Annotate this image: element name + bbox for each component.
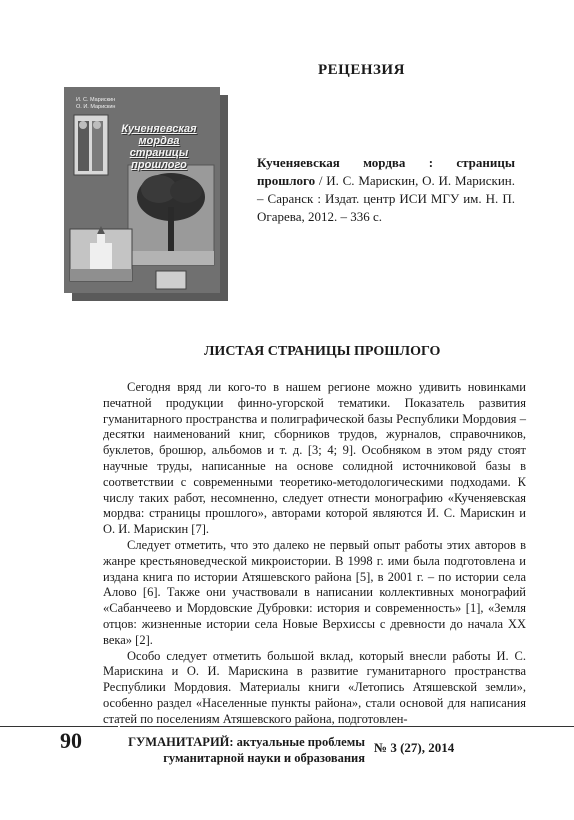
paragraph: Следует отметить, что это далеко не первый опыт работы этих авторов в жанре крестьяноведческой микроистории. В 1998 г. ими была подготовлена и издана книга по истории Атяшевского района [5], в 2001 г. – по истории села Алово [6]. Также они участвовали в написании коллективных монографий «Сабанчеево и Мордовские Дубровки: история и современность» [1], «Земля отцов: жизненные истории села Новые Верхиссы с древности до начала XX века» [2].: [103, 537, 526, 647]
cover-author-1: И. С. Марискин: [76, 97, 116, 103]
cover-title-line-3: страницы: [129, 147, 189, 159]
book-cover-image: [64, 87, 220, 293]
section-title: РЕЦЕНЗИЯ: [318, 62, 405, 78]
cover-author-2: О. И. Марискин: [76, 104, 116, 110]
cover-title: [104, 123, 214, 171]
citation-details: / И. С. Марискин, О. И. Марискин. – Саранск : Издат. центр ИСИ МГУ им. Н. П. Огарева, 2012. – 336 с.: [257, 173, 515, 224]
footer-divider: [120, 726, 574, 727]
journal-name-line-2: гуманитарной науки и образования: [163, 751, 365, 765]
page-number: 90: [60, 728, 82, 753]
cover-title-line-4: прошлого: [131, 159, 187, 171]
article-title: ЛИСТАЯ СТРАНИЦЫ ПРОШЛОГО: [204, 344, 441, 359]
paragraph: Сегодня вряд ли кого-то в нашем регионе можно удивить новинками печатной продукции финно-угорской тематики. Показатель развития гуманитарного пространства и полиграфической базы Республики Мордовия – десятки наименований книг, сборников трудов, журналов, справочников, буклетов, брошюр, альбомов и т. д. [3; 4; 9]. Особняком в этом ряду стоят научные труды, написанные на основе солидной источниковой базы в соответствии с современными теоретико-методологическими подходами. К числу таких работ, несомненно, следует отнести монографию «Кученяевская мордва: страницы прошлого», авторами которой являются И. С. Марискин и О. И. Марискин [7].: [103, 380, 526, 537]
book-citation: [257, 154, 515, 226]
article-body: [103, 380, 526, 728]
journal-issue: № 3 (27), 2014: [374, 740, 455, 755]
journal-name-line-1: ГУМАНИТАРИЙ: актуальные проблемы: [128, 735, 365, 749]
citation-book-title: Кученяевская мордва : страницы прошлого: [257, 155, 515, 188]
cover-title-line-1: Кученяевская: [121, 123, 197, 135]
cover-illustration: [64, 87, 220, 293]
cover-authors: [76, 97, 115, 111]
journal-name: [125, 734, 365, 766]
footer-divider: [0, 726, 118, 727]
paragraph: Особо следует отметить большой вклад, который внесли работы И. С. Марискина и О. И. Марискина в развитие гуманитарного пространства Республики Мордовия. Материалы книги «Летопись Атяшевской земли», особенно раздел «Населенные пункты района», стали основой для написания статей по поселениям Атяшевского района, подготовлен-: [103, 648, 526, 726]
cover-title-line-2: мордва: [138, 135, 180, 147]
